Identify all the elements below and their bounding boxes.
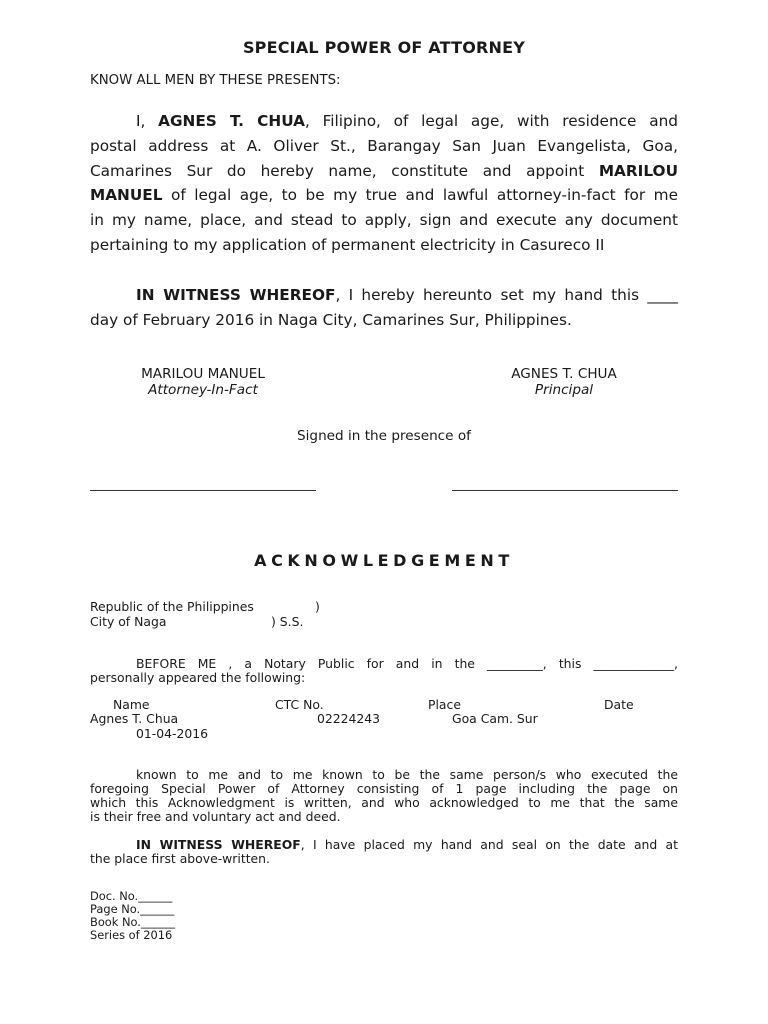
witness-line [90,283,678,308]
table-cell-place: Goa Cam. Sur [452,711,538,726]
acknowledgement-title: ACKNOWLEDGEMENT [254,551,514,570]
ack-witness-paragraph [90,838,678,866]
before-me-line: BEFORE ME , a Notary Public for and in the _________, this _____________, [136,656,678,671]
table-cell-name: Agnes T. Chua [90,711,179,726]
witness-heading: IN WITNESS WHEREOF [136,286,336,304]
principal-signatory-role: Principal [534,382,594,398]
table-cell-ctc: 02224243 [317,711,381,726]
body-line: pertaining to my application of permanent electricity in Casureco II [90,235,605,254]
witness-text: , I hereby hereunto set my hand this ____ [335,286,678,304]
body-text: of legal age, to be my true and lawful attorney-in-fact for me [162,186,678,205]
witness-signature-line-right [452,490,678,491]
presence-line: Signed in the presence of [297,428,471,444]
footer-book-no: Book No.______ [90,915,176,929]
known-line: known to me and to me known to be the same person/s who executed the [136,767,678,782]
table-header-place: Place [428,697,461,712]
body-line [90,159,678,184]
venue-republic: Republic of the Philippines [90,599,254,614]
ack-witness-heading: IN WITNESS WHEREOF [136,837,301,852]
body-paragraph [90,109,678,258]
principal-signatory-name: AGNES T. CHUA [511,366,617,382]
attorney-signatory-name: MARILOU MANUEL [141,366,265,382]
known-line: is their free and voluntary act and deed. [90,809,341,824]
table-cell-date: 01-04-2016 [136,726,209,741]
venue-city: City of Naga [90,614,167,629]
principal-name: AGNES T. CHUA [158,112,305,130]
body-line [90,183,678,208]
footer-page-no: Page No.______ [90,902,175,916]
body-text: I, [136,112,159,130]
ack-witness-text: , I have placed my hand and seal on the date and at [300,837,679,852]
known-paragraph [90,768,678,824]
witness-paragraph [90,283,678,333]
before-me-line: personally appeared the following: [90,670,306,685]
opening-line: KNOW ALL MEN BY THESE PRESENTS: [90,73,341,88]
ack-witness-line [90,838,678,852]
known-line: foregoing Special Power of Attorney consisting of 1 page including the page on [90,781,678,796]
attorney-signatory-role: Attorney-In-Fact [148,382,258,398]
body-line: in my name, place, and stead to apply, sign and execute any document [90,211,678,230]
body-line: postal address at A. Oliver St., Barangay San Juan Evangelista, Goa, [90,136,678,155]
before-me-paragraph [90,657,678,685]
known-line: which this Acknowledgment is written, and who acknowledged to me that the same [90,795,678,810]
witness-signature-line-left [90,490,316,491]
body-line [90,109,678,134]
witness-line: day of February 2016 in Naga City, Camarines Sur, Philippines. [90,310,572,329]
table-header-date: Date [604,697,634,712]
attorney-last-name: MANUEL [90,186,163,205]
venue-city-ss: ) S.S. [271,614,304,629]
table-header-ctc: CTC No. [275,697,324,712]
footer-doc-no: Doc. No.______ [90,889,173,903]
ack-witness-line: the place first above-written. [90,851,270,866]
body-text: Camarines Sur do hereby name, constitute and appoint [90,161,599,180]
document-title: SPECIAL POWER OF ATTORNEY [242,38,526,57]
body-text: , Filipino, of legal age, with residence and [304,112,678,130]
venue-republic-paren: ) [315,599,320,614]
attorney-first-name: MARILOU [598,161,678,180]
table-header-name: Name [113,697,150,712]
footer-series: Series of 2016 [90,928,173,942]
